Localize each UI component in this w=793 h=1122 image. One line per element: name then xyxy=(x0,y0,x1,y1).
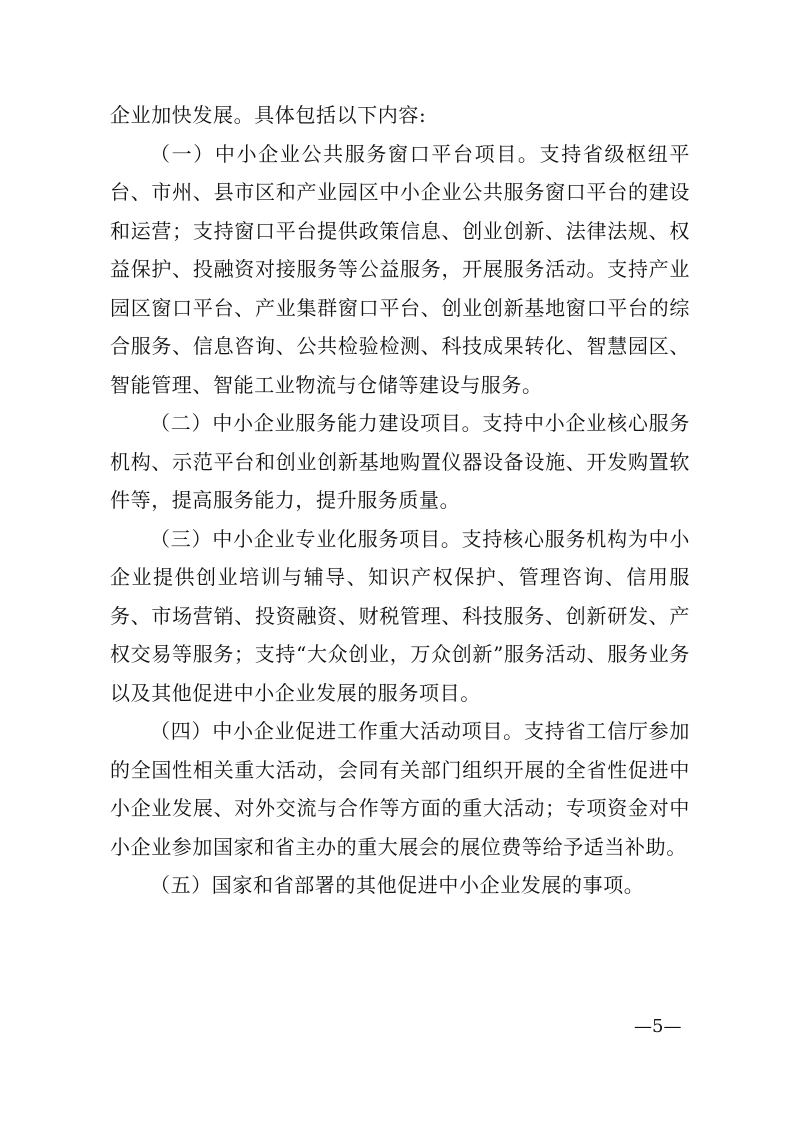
paragraph-item-5: （五）国家和省部署的其他促进中小企业发展的事项。 xyxy=(150,873,645,897)
paragraph-continuation: 企业加快发展。具体包括以下内容: xyxy=(110,103,427,127)
paragraph-item-4: （四）中小企业促进工作重大活动项目。支持省工信厅参加的全国性相关重大活动，会同有关部门组织开展的全省性促进中小企业发展、对外交流与合作等方面的重大活动；专项资金对中小企业参加国家和省主办的重大展会的展位费等给予适当补助。 xyxy=(110,719,690,859)
body-text xyxy=(110,96,690,905)
page-number: —5— xyxy=(634,1016,682,1037)
paragraph-item-1: （一）中小企业公共服务窗口平台项目。支持省级枢纽平台、市州、县市区和产业园区中小企业公共服务窗口平台的建设和运营；支持窗口平台提供政策信息、创业创新、法律法规、权益保护、投融资对接服务等公益服务，开展服务活动。支持产业园区窗口平台、产业集群窗口平台、创业创新基地窗口平台的综合服务、信息咨询、公共检验检测、科技成果转化、智慧园区、智能管理、智能工业物流与仓储等建设与服务。 xyxy=(110,141,690,397)
paragraph-item-2: （二）中小企业服务能力建设项目。支持中小企业核心服务机构、示范平台和创业创新基地购置仪器设备设施、开发购置软件等，提高服务能力，提升服务质量。 xyxy=(110,411,690,512)
paragraph-item-3: （三）中小企业专业化服务项目。支持核心服务机构为中小企业提供创业培训与辅导、知识产权保护、管理咨询、信用服务、市场营销、投资融资、财税管理、科技服务、创新研发、产权交易等服务；支持“大众创业，万众创新”服务活动、服务业务以及其他促进中小企业发展的服务项目。 xyxy=(110,526,690,705)
